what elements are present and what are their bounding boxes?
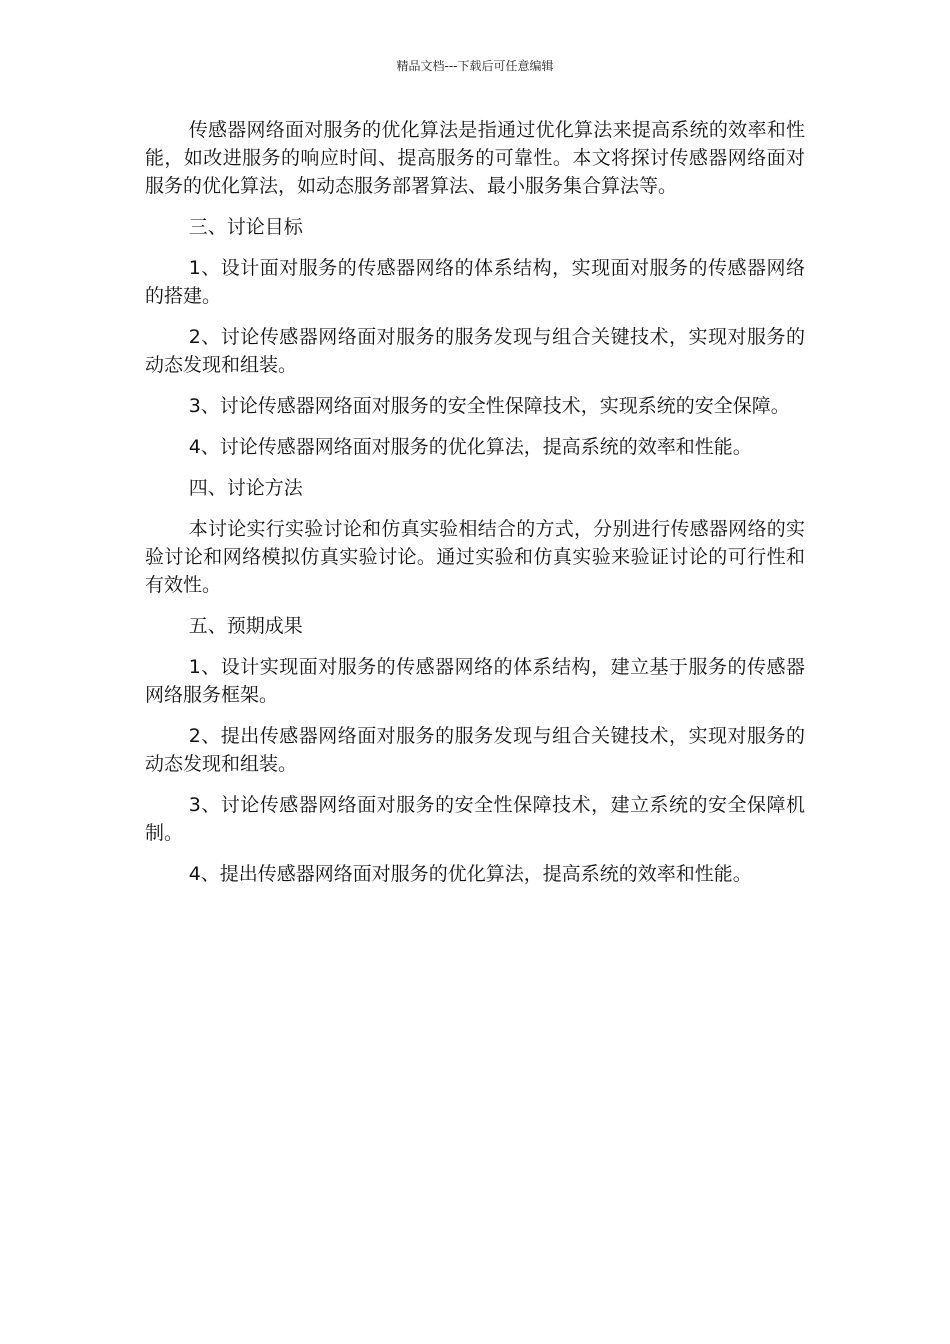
outcome-item-3: 3、讨论传感器网络面对服务的安全性保障技术，建立系统的安全保障机制。 xyxy=(145,794,805,844)
paragraph-intro-optimization: 传感器网络面对服务的优化算法是指通过优化算法来提高系统的效率和性能，如改进服务的响应时间、提高服务的可靠性。本文将探讨传感器网络面对服务的优化算法，如动态服务部署算法、最小服务集合算法等。 xyxy=(145,119,805,197)
methods-paragraph: 本讨论实行实验讨论和仿真实验相结合的方式，分别进行传感器网络的实验讨论和网络模拟仿真实验讨论。通过实验和仿真实验来验证讨论的可行性和有效性。 xyxy=(145,518,805,596)
section-heading-goals: 三、讨论目标 xyxy=(188,216,303,238)
outcome-item-1: 1、设计实现面对服务的传感器网络的体系结构，建立基于服务的传感器网络服务框架。 xyxy=(145,656,805,706)
document-body xyxy=(145,116,805,901)
section-heading-outcomes: 五、预期成果 xyxy=(188,615,303,637)
outcome-item-4: 4、提出传感器网络面对服务的优化算法，提高系统的效率和性能。 xyxy=(188,863,752,885)
goal-item-4: 4、讨论传感器网络面对服务的优化算法，提高系统的效率和性能。 xyxy=(188,436,752,458)
outcome-item-2: 2、提出传感器网络面对服务的服务发现与组合关键技术，实现对服务的动态发现和组装。 xyxy=(145,725,805,775)
goal-item-2: 2、讨论传感器网络面对服务的服务发现与组合关键技术，实现对服务的动态发现和组装。 xyxy=(145,326,805,376)
goal-item-1: 1、设计面对服务的传感器网络的体系结构，实现面对服务的传感器网络的搭建。 xyxy=(145,257,805,307)
page-header: 精品文档---下载后可任意编辑 xyxy=(396,59,554,73)
section-heading-methods: 四、讨论方法 xyxy=(188,477,303,499)
goal-item-3: 3、讨论传感器网络面对服务的安全性保障技术，实现系统的安全保障。 xyxy=(188,395,790,417)
